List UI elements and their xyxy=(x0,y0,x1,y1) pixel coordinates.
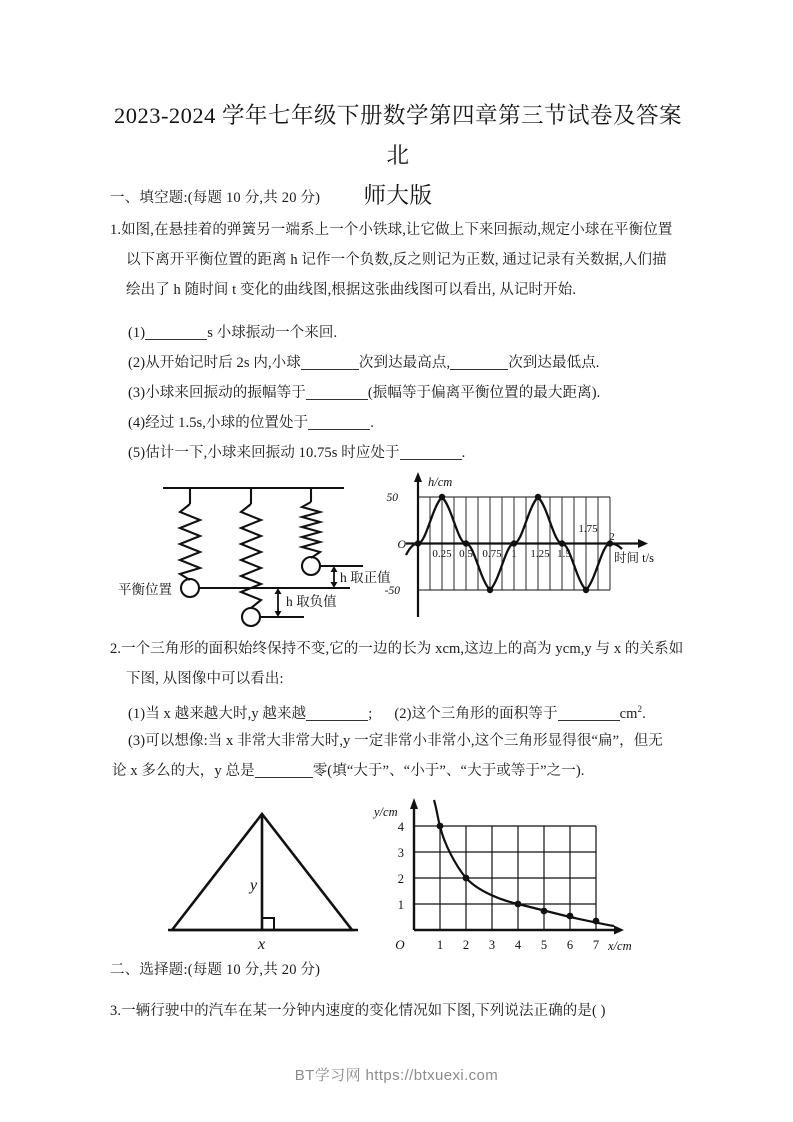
x-tick-label-3: 3 xyxy=(488,938,496,952)
section-heading-fill-in-blank: 一、填空题:(每题 10 分,共 20 分) xyxy=(110,190,321,206)
x-tick-label-7: 7 xyxy=(592,938,600,952)
answer-blank[interactable] xyxy=(400,443,462,460)
q1-sub3-text-a: (3)小球来回振动的振幅等于 xyxy=(128,385,306,401)
y-axis-arrowhead xyxy=(414,472,422,482)
spring-3 xyxy=(302,502,320,558)
x-tick-label-2: 2 xyxy=(462,938,470,952)
x-tick-label-7: 2 xyxy=(609,531,615,543)
question-2-sub-row xyxy=(128,694,646,729)
q1-sub2-text-c: 次到达最低点. xyxy=(508,355,600,371)
label-h-positive: h 取正值 xyxy=(340,570,391,585)
spring-1 xyxy=(180,504,200,580)
q1-sub2-text-a: (2)从开始记时后 2s 内,小球 xyxy=(128,355,301,371)
question-1-sub-3 xyxy=(128,378,600,408)
q1-sub1-text-a: (1) xyxy=(128,325,146,341)
x-tick-label-6: 1.75 xyxy=(578,523,598,535)
question-2-sub-3-line-1: (3)可以想像:当 x 非常大非常大时,y 一定非常小非常小,这个三角形显得很“扁”，但无 xyxy=(128,733,663,749)
question-2-line-2: 下图, 从图像中可以看出: xyxy=(126,671,284,687)
ball-3 xyxy=(302,557,320,575)
hyperbola-chart xyxy=(372,798,632,953)
triangle-base-label: x xyxy=(258,936,266,953)
y-tick-label-3: 3 xyxy=(397,846,404,860)
x-tick-label-0: 0.25 xyxy=(432,548,452,560)
figure-1-svg xyxy=(118,462,656,634)
question-1-sub-4 xyxy=(128,408,374,438)
triangle-diagram xyxy=(168,814,358,953)
question-1-sub-1 xyxy=(128,318,337,348)
origin-label: O xyxy=(397,537,406,551)
y-tick-label-2: 2 xyxy=(397,872,404,886)
page-title-line-1: 2023-2024 学年七年级下册数学第四章第三节试卷及答案北 xyxy=(113,103,683,168)
q1-sub4-text-a: (4)经过 1.5s,小球的位置处于 xyxy=(128,415,309,431)
hyperbola-curve xyxy=(434,800,614,926)
q1-sub1-text-b: s 小球振动一个来回. xyxy=(207,325,338,341)
q2-sub1-text-a: (1)当 x 越来越大时,y 越来越 xyxy=(128,705,307,722)
label-equilibrium-position: 平衡位置 xyxy=(118,582,172,597)
x-tick-label-4: 4 xyxy=(514,938,522,952)
figure-2-svg xyxy=(162,792,662,964)
x-tick-label-4: 1.25 xyxy=(530,548,550,560)
q2-sub2-superscript: 2 xyxy=(637,704,643,714)
question-2-line-1: 2.一个三角形的面积始终保持不变,它的一边的长为 xcm,这边上的高为 ycm,y 与 x 的关系如 xyxy=(110,641,684,657)
section-heading-multiple-choice: 二、选择题:(每题 10 分,共 20 分) xyxy=(110,962,321,978)
q1-sub2-text-b: 次到达最高点, xyxy=(358,355,451,371)
wave-chart xyxy=(385,472,654,617)
x-axis-label: x/cm xyxy=(608,939,632,953)
spring-2 xyxy=(241,504,261,608)
origin-label: O xyxy=(395,937,405,952)
q1-sub5-text-b: . xyxy=(461,445,466,461)
y-tick-label-4: 4 xyxy=(397,820,404,834)
x-tick-label-1: 1 xyxy=(436,938,444,952)
question-1-line-1: 1.如图,在悬挂着的弹簧另一端系上一个小铁球,让它做上下来回振动,规定小球在平衡位置 xyxy=(110,222,673,238)
x-axis-arrowhead xyxy=(614,926,624,935)
question-2-sub-3-line-2 xyxy=(112,756,584,786)
figure-1-spring-and-wave xyxy=(118,462,656,634)
footer-watermark: BT学习网 https://btxuexi.com xyxy=(294,1067,499,1084)
figure-2-triangle-and-hyperbola xyxy=(162,792,662,964)
q1-sub3-text-b: (振幅等于偏离平衡位置的最大距离). xyxy=(367,385,601,401)
y-tick-label-50: 50 xyxy=(386,492,398,504)
y-tick-label-1: 1 xyxy=(397,898,404,912)
ball-1 xyxy=(181,579,199,597)
q2-sub2-text-a: (2)这个三角形的面积等于 xyxy=(394,705,558,722)
answer-blank[interactable] xyxy=(255,761,313,778)
x-tick-label-2: 0.75 xyxy=(482,548,502,560)
answer-blank[interactable] xyxy=(145,323,207,340)
answer-blank[interactable] xyxy=(301,353,359,370)
question-1-line-3: 绘出了 h 随时间 t 变化的曲线图,根据这张曲线图可以看出, 从记时开始. xyxy=(126,282,577,298)
question-3-line-1: 3.一辆行驶中的汽车在某一分钟内速度的变化情况如下图,下列说法正确的是( ) xyxy=(110,1003,606,1019)
x-axis-label: 时间 t/s xyxy=(614,551,654,565)
q2-sub3-text-b: 零(填“大于”、“小于”、“大于或等于”之一). xyxy=(312,763,585,779)
q2-sub2-text-b: cm xyxy=(619,705,638,722)
label-h-negative: h 取负值 xyxy=(286,594,337,609)
answer-blank[interactable] xyxy=(450,353,508,370)
right-angle-mark xyxy=(262,918,274,930)
page-title-line-2: 师大版 xyxy=(363,183,433,208)
y-tick-label-minus-50: -50 xyxy=(384,585,400,597)
q1-sub4-text-b: . xyxy=(370,415,374,431)
x-tick-label-1: 0.5 xyxy=(459,548,473,560)
x-tick-label-6: 6 xyxy=(566,938,574,952)
question-1-line-2: 以下离开平衡位置的距离 h 记作一个负数,反之则记为正数, 通过记录有关数据,人们描 xyxy=(126,252,667,268)
q2-sub1-text-b: ; xyxy=(368,705,373,722)
q2-sub3-text-a: 论 x 多么的大，y 总是 xyxy=(112,763,255,779)
x-tick-label-3: 1 xyxy=(511,548,517,560)
answer-blank[interactable] xyxy=(306,383,368,400)
x-tick-label-5: 1.5 xyxy=(557,548,571,560)
y-axis-arrowhead xyxy=(410,798,418,809)
x-axis-arrowhead xyxy=(638,539,648,548)
question-1-sub-2 xyxy=(128,348,600,378)
y-axis-label: h/cm xyxy=(428,475,453,489)
answer-blank[interactable] xyxy=(306,704,368,721)
q1-sub5-text-a: (5)估计一下,小球来回振动 10.75s 时应处于 xyxy=(128,445,400,461)
answer-blank[interactable] xyxy=(308,413,370,430)
answer-blank[interactable] xyxy=(558,704,620,721)
x-tick-label-5: 5 xyxy=(540,938,548,952)
q2-sub2-text-c: . xyxy=(642,705,646,722)
y-axis-label: y/cm xyxy=(374,805,398,819)
triangle-height-label: y xyxy=(250,877,258,894)
ball-2 xyxy=(242,608,260,626)
